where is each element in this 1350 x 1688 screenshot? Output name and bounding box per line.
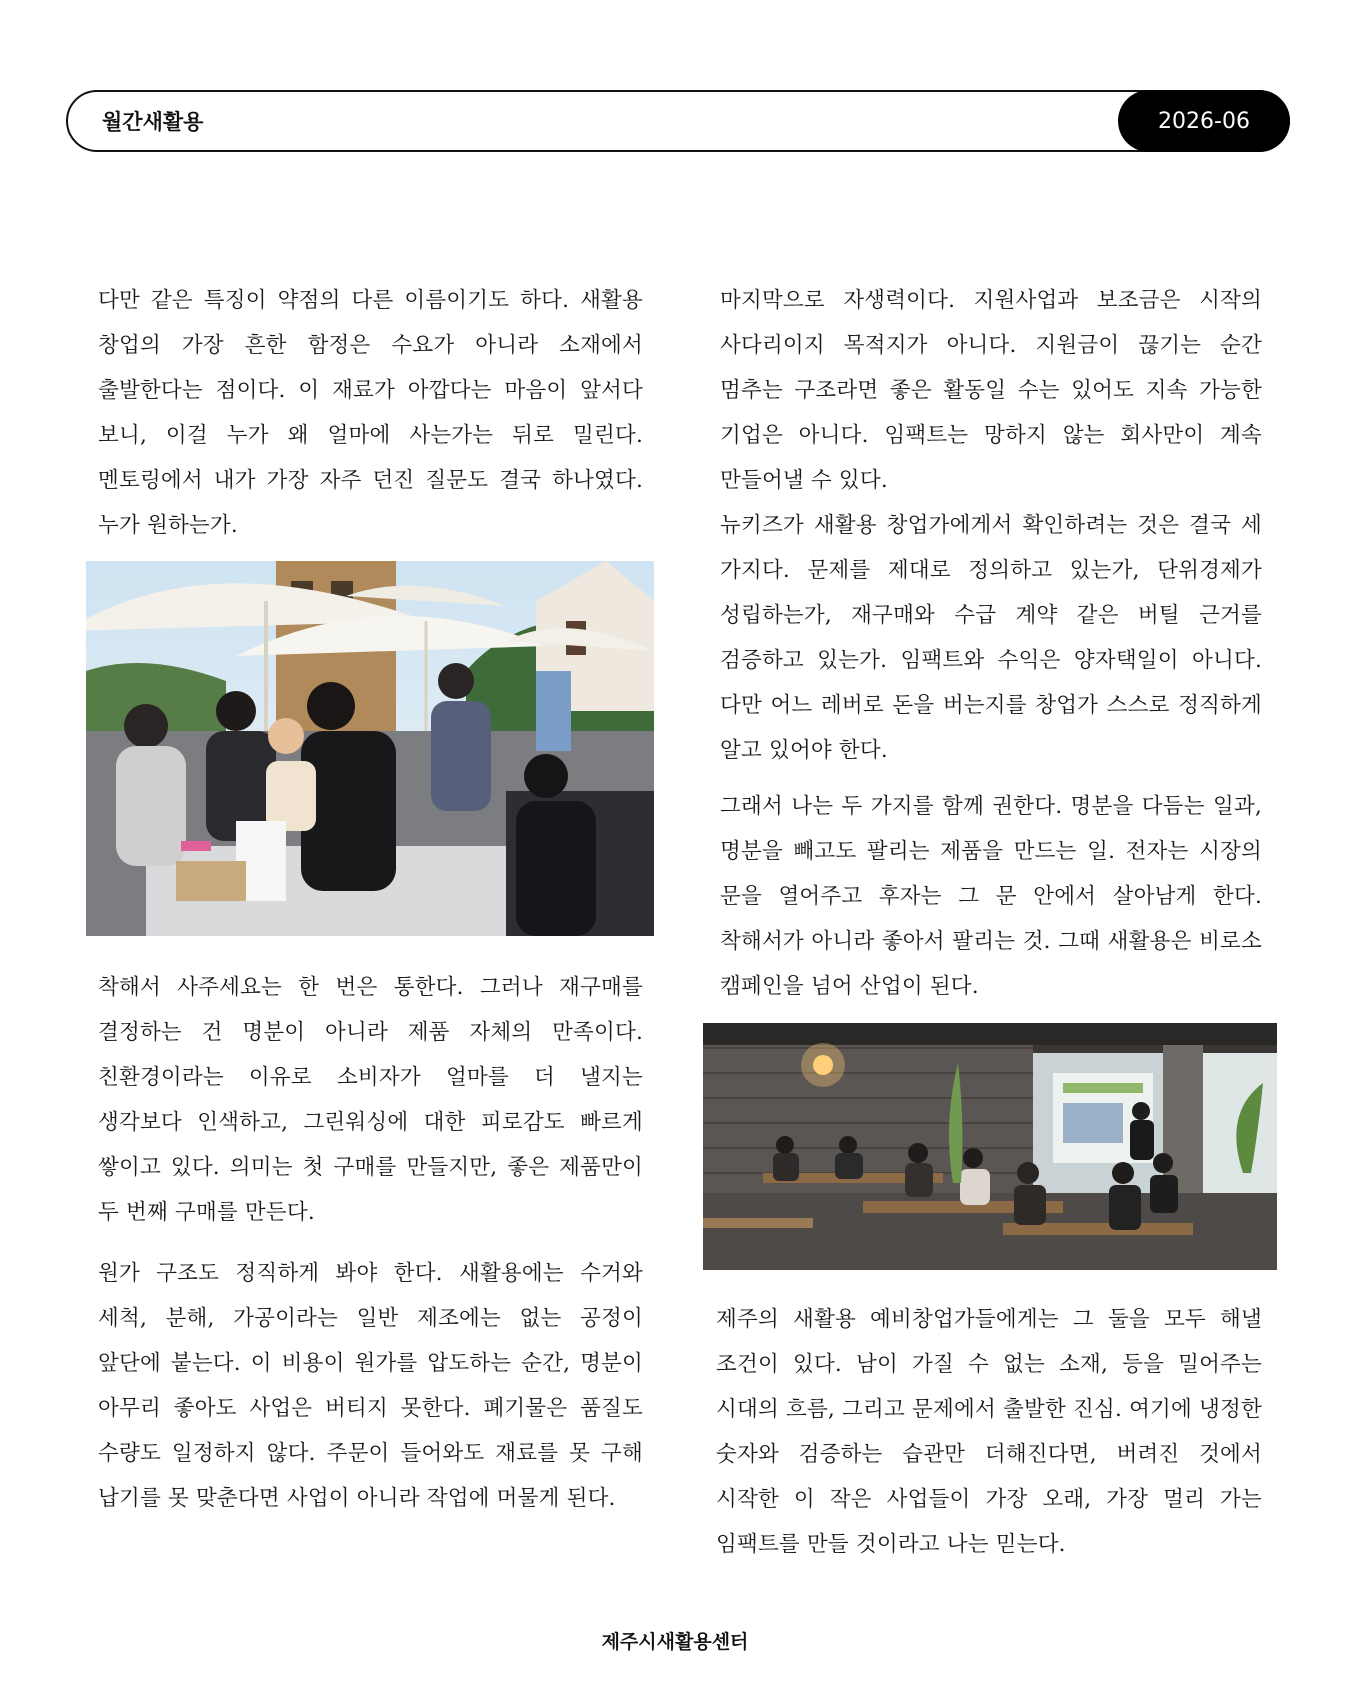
seminar-photo (703, 1023, 1277, 1270)
left-paragraph-2: 착해서 사주세요는 한 번은 통한다. 그러나 재구매를 결정하는 건 명분이 아니라 제품 자체의 만족이다. 친환경이라는 이유로 소비자가 얼마를 더 낼지는 생각보다 인색하고, 그린워싱에 대한 피로감도 빠르게 쌓이고 있다. 의미는 첫 구매를 만들지만, 좋은 제품만이 두 번째 구매를 만든다. (98, 975, 643, 1225)
right-paragraph-4: 제주의 새활용 예비창업가들에게는 그 둘을 모두 해낼 조건이 있다. 남이 가질 수 없는 소재, 등을 밀어주는 시대의 흐름, 그리고 문제에서 출발한 진심. 여기에 냉정한 숫자와 검증하는 습관만 더해진다면, 버려진 것에서 시작한 이 작은 사업들이 가장 오래, 가장 멀리 가는 임팩트를 만들 것이라고 나는 믿는다. (716, 1307, 1262, 1557)
magazine-name: 월간새활용 (102, 110, 204, 134)
right-paragraph-1: 마지막으로 자생력이다. 지원사업과 보조금은 시작의 사다리이지 목적지가 아니다. 지원금이 끊기는 순간 멈추는 구조라면 좋은 활동일 수는 있어도 지속 가능한 기업은 아니다. 임팩트는 망하지 않는 회사만이 계속 만들어낼 수 있다. (720, 288, 1262, 493)
issue-badge: 2026-06 (1118, 90, 1290, 152)
right-paragraph-2: 뉴키즈가 새활용 창업가에게서 확인하려는 것은 결국 세 가지다. 문제를 제대로 정의하고 있는가, 단위경제가 성립하는가, 재구매와 수급 계약 같은 버틸 근거를 검증하고 있는가. 임팩트와 수익은 양자택일이 아니다. 다만 어느 레버로 돈을 버는지를 창업가 스스로 정직하게 알고 있어야 한다. (720, 513, 1262, 763)
market-booth-photo (86, 561, 654, 936)
left-paragraph-3: 원가 구조도 정직하게 봐야 한다. 새활용에는 수거와 세척, 분해, 가공이라는 일반 제조에는 없는 공정이 앞단에 붙는다. 이 비용이 원가를 압도하는 순간, 명분이 아무리 좋아도 사업은 버티지 못한다. 폐기물은 품질도 수량도 일정하지 않다. 주문이 들어와도 재료를 못 구해 납기를 못 맞춘다면 사업이 아니라 작업에 머물게 된다. (98, 1261, 643, 1511)
left-paragraph-1: 다만 같은 특징이 약점의 다른 이름이기도 하다. 새활용 창업의 가장 흔한 함정은 수요가 아니라 소재에서 출발한다는 점이다. 이 재료가 아깝다는 마음이 앞서다 보니, 이걸 누가 왜 얼마에 사는가는 뒤로 밀린다. 멘토링에서 내가 가장 자주 던진 질문도 결국 하나였다. 누가 원하는가. (98, 288, 643, 538)
publisher-footer: 제주시새활용센터 (601, 1631, 749, 1653)
masthead-bar (66, 90, 1290, 152)
right-paragraph-3: 그래서 나는 두 가지를 함께 권한다. 명분을 다듬는 일과, 명분을 빼고도 팔리는 제품을 만드는 일. 전자는 시장의 문을 열어주고 후자는 그 문 안에서 살아남게 한다. 착해서가 아니라 좋아서 팔리는 것. 그때 새활용은 비로소 캠페인을 넘어 산업이 된다. (720, 794, 1262, 999)
